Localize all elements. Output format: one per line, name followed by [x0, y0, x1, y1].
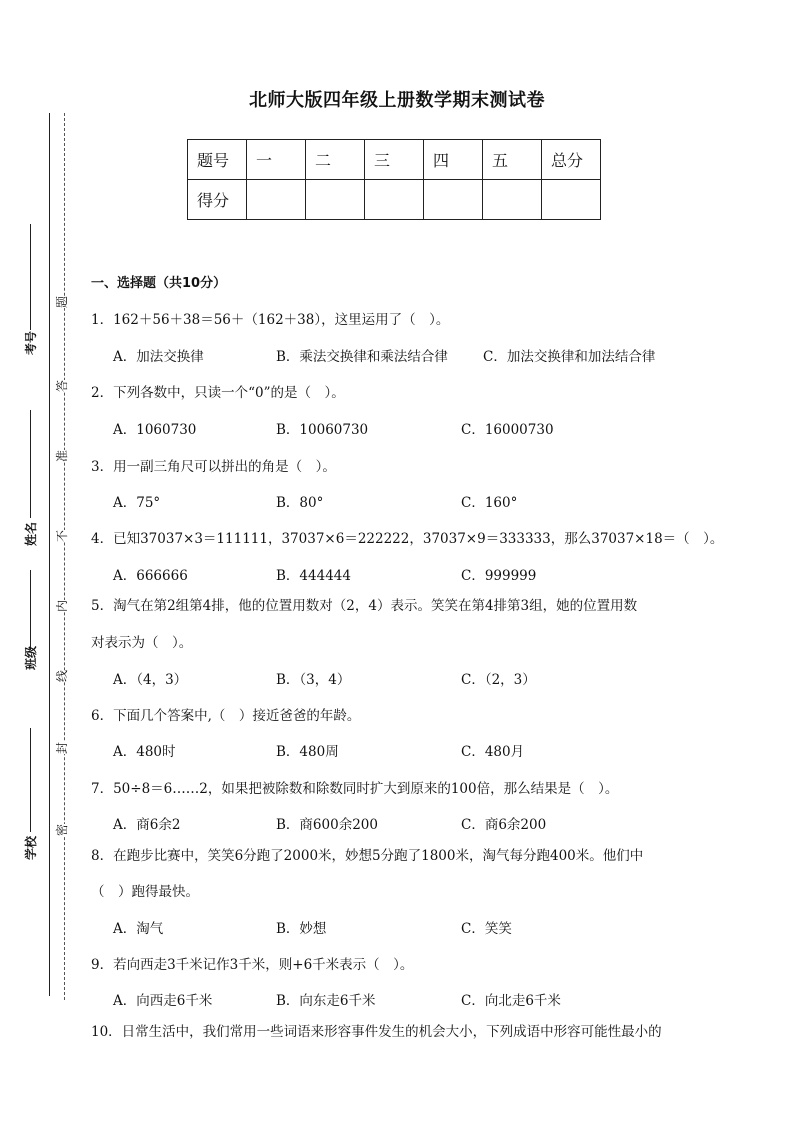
score-cell: 四 — [424, 140, 483, 180]
seal-char: 答 — [55, 379, 70, 393]
page-title: 北师大版四年级上册数学期末测试卷 — [249, 90, 545, 111]
score-table-header-row — [188, 140, 601, 180]
score-table-score-row — [188, 180, 601, 220]
option-c[interactable]: C．999999 — [461, 568, 537, 584]
class-blank[interactable] — [30, 570, 31, 650]
seal-char: 准 — [55, 449, 70, 463]
option-a[interactable]: A．淘气 — [113, 921, 164, 937]
score-input-cell[interactable] — [306, 180, 365, 220]
question-9: 9．若向西走3千米记作3千米，则+6千米表示（ ）。 — [91, 957, 414, 973]
school-blank[interactable] — [30, 728, 31, 832]
seal-char: 内 — [55, 599, 70, 613]
option-a[interactable]: A．666666 — [113, 568, 188, 584]
question-6: 6．下面几个答案中,（ ）接近爸爸的年龄。 — [91, 708, 361, 724]
option-a[interactable]: A．1060730 — [113, 422, 197, 438]
score-input-cell[interactable] — [424, 180, 483, 220]
score-input-cell[interactable] — [483, 180, 542, 220]
question-5: 5．淘气在第2组第4排，他的位置用数对（2，4）表示。笑笑在第4排第3组，她的位置用数 — [91, 598, 638, 614]
seal-char: 题 — [55, 295, 70, 309]
question-10: 10．日常生活中，我们常用一些词语来形容事件发生的机会大小，下列成语中形容可能性最小的 — [91, 1024, 662, 1040]
seal-char: 封 — [55, 741, 70, 755]
score-cell: 题号 — [188, 140, 247, 180]
seal-char: 线 — [55, 669, 70, 683]
question-5-continued: 对表示为（ ）。 — [91, 635, 193, 651]
option-c[interactable]: C．加法交换律和加法结合律 — [483, 349, 656, 365]
question-2: 2．下列各数中，只读一个“0”的是（ ）。 — [91, 385, 345, 401]
option-c[interactable]: C．16000730 — [461, 422, 554, 438]
option-c[interactable]: C．480月 — [461, 744, 525, 760]
score-input-cell[interactable] — [542, 180, 601, 220]
binding-solid-line — [49, 113, 50, 996]
option-c[interactable]: C．160° — [461, 495, 518, 511]
question-7: 7．50÷8＝6……2，如果把被除数和除数同时扩大到原来的100倍，那么结果是（ ）。 — [91, 781, 619, 797]
class-label: 班级 — [24, 645, 38, 670]
option-b[interactable]: B．10060730 — [276, 422, 369, 438]
exam-number-blank[interactable] — [30, 224, 31, 330]
option-a[interactable]: A．75° — [113, 495, 161, 511]
option-a[interactable]: A．加法交换律 — [113, 349, 204, 365]
score-table — [187, 139, 601, 220]
option-a[interactable]: A．480时 — [113, 744, 176, 760]
seal-char: 密 — [55, 823, 70, 837]
seal-char: 不 — [55, 529, 70, 543]
score-cell: 五 — [483, 140, 542, 180]
section-heading: 一、选择题（共10分） — [91, 276, 227, 291]
score-cell: 三 — [365, 140, 424, 180]
option-a[interactable]: A．向西走6千米 — [113, 993, 213, 1009]
score-cell: 一 — [247, 140, 306, 180]
option-c[interactable]: C．向北走6千米 — [461, 993, 561, 1009]
question-4: 4．已知37037×3＝111111，37037×6＝222222，37037×9＝333333，那么37037×18＝（ ）。 — [91, 531, 724, 547]
option-b[interactable]: B．向东走6千米 — [276, 993, 376, 1009]
question-8: 8．在跑步比赛中，笑笑6分跑了2000米，妙想5分跑了1800米，淘气每分跑400米。他们中 — [91, 848, 644, 864]
score-input-cell[interactable] — [247, 180, 306, 220]
option-c[interactable]: C．笑笑 — [461, 921, 512, 937]
binding-dashed-line — [64, 113, 65, 1000]
option-b[interactable]: B．妙想 — [276, 921, 327, 937]
option-b[interactable]: B．商600余200 — [276, 817, 378, 833]
question-3: 3．用一副三角尺可以拼出的角是（ ）。 — [91, 459, 336, 475]
option-c[interactable]: C．商6余200 — [461, 817, 547, 833]
score-input-cell[interactable] — [365, 180, 424, 220]
exam-number-label: 考号 — [24, 330, 38, 355]
option-a[interactable]: A．（4，3） — [113, 672, 188, 688]
name-label: 姓名 — [24, 521, 38, 546]
question-1: 1．162＋56＋38＝56＋（162＋38），这里运用了（ ）。 — [91, 312, 450, 328]
name-blank[interactable] — [30, 410, 31, 518]
option-b[interactable]: B．80° — [276, 495, 324, 511]
question-8-continued: （ ）跑得最快。 — [91, 884, 199, 900]
score-cell: 二 — [306, 140, 365, 180]
option-b[interactable]: B．444444 — [276, 568, 351, 584]
option-b[interactable]: B．乘法交换律和乘法结合律 — [276, 349, 448, 365]
score-cell: 得分 — [188, 180, 247, 220]
score-cell: 总分 — [542, 140, 601, 180]
option-b[interactable]: B．480周 — [276, 744, 339, 760]
option-a[interactable]: A．商6余2 — [113, 817, 181, 833]
option-b[interactable]: B．（3，4） — [276, 672, 351, 688]
option-c[interactable]: C．（2，3） — [461, 672, 536, 688]
school-label: 学校 — [24, 835, 38, 860]
